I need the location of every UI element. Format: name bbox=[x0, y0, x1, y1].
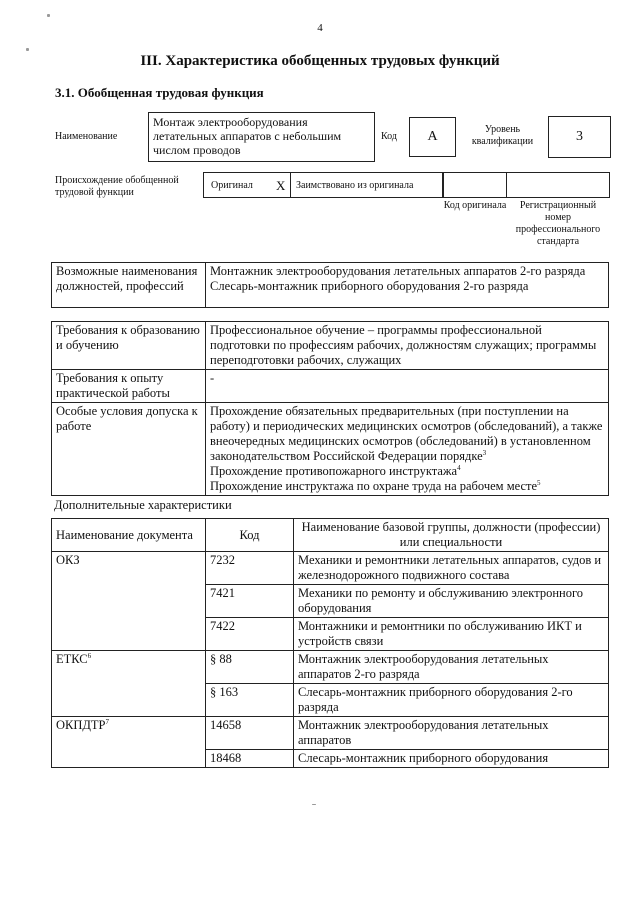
positions-value bbox=[206, 263, 609, 308]
positions-table bbox=[51, 262, 609, 308]
header-doc: Наименование документа bbox=[52, 519, 206, 552]
code-cell: 7422 bbox=[206, 618, 294, 651]
section-title: III. Характеристика обобщенных трудовых функций bbox=[140, 53, 500, 69]
special-label: Особые условия допуска к работе bbox=[52, 403, 206, 496]
function-name-value: Монтаж электрооборудования летательных аппаратов с небольшим числом проводов bbox=[153, 115, 342, 157]
experience-label: Требования к опыту практической работы bbox=[52, 370, 206, 403]
code-label: Код bbox=[381, 131, 397, 142]
table-row bbox=[52, 403, 609, 496]
origin-check-mark: X bbox=[276, 178, 286, 193]
footnote-4: 4 bbox=[457, 463, 461, 472]
okz-cell: ОКЗ bbox=[52, 552, 206, 651]
special-1: Прохождение обязательных предварительных (при поступлении на работу) и периодических медицинских осмотров (обследований), а также внеочередных медицинских осмотров (обследований) в установленном законодательством Российской Федерации порядке bbox=[210, 404, 603, 463]
okpdtr-label: ОКПДТР bbox=[56, 718, 106, 732]
name-label: Наименование bbox=[55, 131, 118, 142]
scan-speck bbox=[26, 48, 29, 51]
positions-label: Возможные наименования должностей, профессий bbox=[52, 263, 206, 308]
additional-heading: Дополнительные характеристики bbox=[54, 498, 232, 512]
name-cell: Монтажники и ремонтники по обслуживанию ИКТ и устройств связи bbox=[294, 618, 609, 651]
function-name-box bbox=[148, 112, 375, 162]
code-cell: 7232 bbox=[206, 552, 294, 585]
special-3: Прохождение инструктажа по охране труда на рабочем месте bbox=[210, 479, 538, 493]
footnote-6: 6 bbox=[87, 651, 92, 660]
table-row bbox=[52, 263, 609, 308]
origin-reg-caption: Регистрационный номер профессионального стандарта bbox=[515, 200, 601, 247]
positions-line-2: Слесарь-монтажник приборного оборудования 2-го разряда bbox=[210, 279, 529, 293]
origin-label: Происхождение обобщенной трудовой функции bbox=[55, 175, 179, 198]
table-row bbox=[52, 717, 609, 750]
education-label: Требования к образованию и обучению bbox=[52, 322, 206, 370]
level-box bbox=[548, 116, 611, 158]
education-value: Профессиональное обучение – программы профессиональной подготовки по профессиям рабочих, должностям служащих; программы переподготовки рабочих, служащих bbox=[206, 322, 609, 370]
table-row bbox=[52, 552, 609, 585]
origin-code-caption: Код оригинала bbox=[443, 200, 507, 211]
origin-original-box bbox=[203, 172, 291, 198]
header-name: Наименование базовой группы, должности (профессии) или специальности bbox=[294, 519, 609, 552]
code-cell: 14658 bbox=[206, 717, 294, 750]
name-cell: Слесарь-монтажник приборного оборудования bbox=[294, 750, 609, 768]
footnote-7: 7 bbox=[105, 717, 110, 726]
table-row bbox=[52, 322, 609, 370]
okpdtr-cell bbox=[52, 717, 206, 768]
experience-value: - bbox=[206, 370, 609, 403]
function-code-value: A bbox=[427, 129, 438, 144]
footnote-3: 3 bbox=[482, 448, 487, 457]
table-row bbox=[52, 370, 609, 403]
positions-line-1: Монтажник электрооборудования летательных аппаратов 2-го разряда bbox=[210, 264, 586, 278]
table-row bbox=[52, 651, 609, 684]
origin-borrowed-box bbox=[290, 172, 443, 198]
special-value bbox=[206, 403, 609, 496]
name-cell: Монтажник электрооборудования летательных аппаратов 2-го разряда bbox=[294, 651, 609, 684]
origin-borrowed-label: Заимствовано из оригинала bbox=[296, 180, 414, 191]
etks-label: ЕТКС bbox=[56, 652, 88, 666]
etks-cell bbox=[52, 651, 206, 717]
name-cell: Монтажник электрооборудования летательных аппаратов bbox=[294, 717, 609, 750]
page-number: 4 bbox=[317, 22, 323, 34]
level-label: Уровень квалификации bbox=[471, 124, 534, 147]
special-2: Прохождение противопожарного инструктажа bbox=[210, 464, 458, 478]
origin-code-box bbox=[443, 172, 507, 198]
level-value: 3 bbox=[576, 129, 583, 144]
name-cell: Слесарь-монтажник приборного оборудования 2-го разряда bbox=[294, 684, 609, 717]
origin-original-label: Оригинал bbox=[211, 180, 253, 191]
code-cell: 18468 bbox=[206, 750, 294, 768]
requirements-table bbox=[51, 321, 609, 496]
footnote-5: 5 bbox=[537, 478, 541, 487]
name-cell: Механики по ремонту и обслуживанию электронного оборудования bbox=[294, 585, 609, 618]
header-code: Код bbox=[206, 519, 294, 552]
scan-speck bbox=[312, 804, 316, 805]
code-cell: 7421 bbox=[206, 585, 294, 618]
additional-table bbox=[51, 518, 609, 768]
origin-reg-box bbox=[506, 172, 610, 198]
code-cell: § 88 bbox=[206, 651, 294, 684]
code-cell: § 163 bbox=[206, 684, 294, 717]
scan-speck bbox=[47, 14, 50, 17]
function-code-box bbox=[409, 117, 456, 157]
table-row bbox=[52, 519, 609, 552]
subsection-title: 3.1. Обобщенная трудовая функция bbox=[55, 85, 264, 100]
name-cell: Механики и ремонтники летательных аппаратов, судов и железнодорожного подвижного состава bbox=[294, 552, 609, 585]
